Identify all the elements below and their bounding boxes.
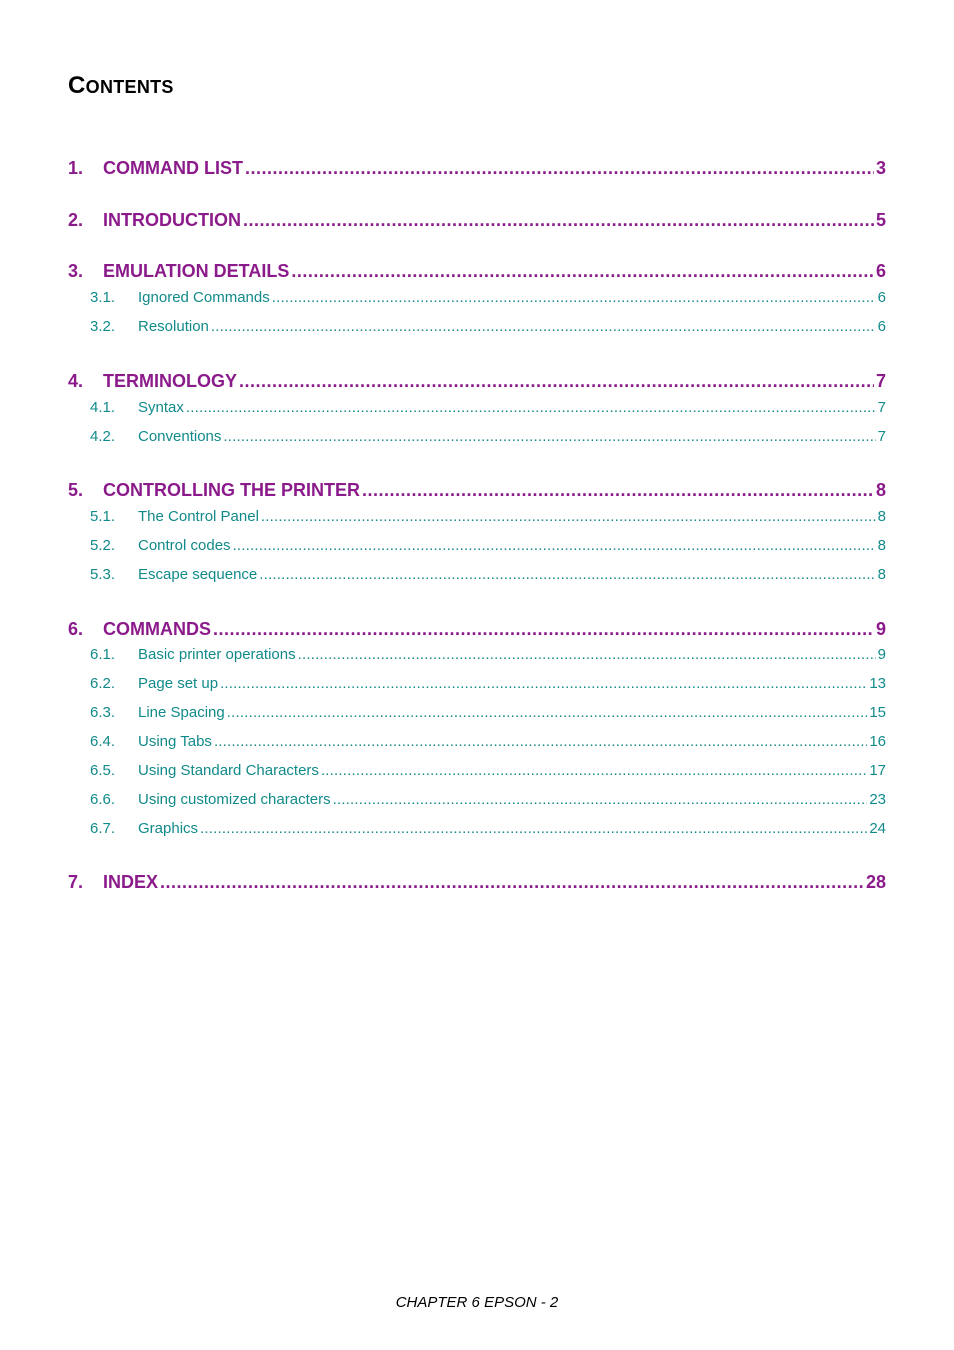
toc-subsection-label: Conventions bbox=[138, 428, 222, 445]
toc-subsection-6-6[interactable] bbox=[90, 791, 886, 808]
toc-dot-leader bbox=[223, 428, 875, 445]
toc-subsection-6-4[interactable] bbox=[90, 733, 886, 750]
toc-subsection-number: 5.2. bbox=[90, 537, 116, 554]
toc-dot-leader bbox=[160, 872, 864, 893]
toc-subsection-label: Using customized characters bbox=[138, 791, 331, 808]
toc-subsection-number: 6.5. bbox=[90, 762, 116, 779]
toc-subsection-label: Control codes bbox=[138, 537, 231, 554]
toc-section-label: INTRODUCTION bbox=[103, 210, 241, 230]
toc-section-number: 2. bbox=[68, 210, 84, 230]
toc-section-2[interactable] bbox=[68, 210, 886, 231]
toc-section-label: EMULATION DETAILS bbox=[103, 261, 290, 281]
toc-subsection-page: 8 bbox=[877, 508, 886, 525]
toc-section-number: 4. bbox=[68, 371, 84, 391]
toc-subsection-label: The Control Panel bbox=[138, 508, 259, 525]
toc-dot-leader bbox=[213, 619, 874, 640]
toc-dot-leader bbox=[321, 762, 867, 779]
toc-subsection-6-5[interactable] bbox=[90, 762, 886, 779]
toc-dot-leader bbox=[211, 318, 876, 335]
page-footer: CHAPTER 6 EPSON - 2 bbox=[395, 1294, 559, 1311]
toc-dot-leader bbox=[261, 508, 876, 525]
toc-dot-leader bbox=[362, 480, 874, 501]
toc-section-page: 5 bbox=[875, 210, 886, 230]
toc-subsection-6-2[interactable] bbox=[90, 675, 886, 692]
toc-subsection-page: 24 bbox=[869, 820, 886, 837]
toc-subsection-number: 3.2. bbox=[90, 318, 116, 335]
toc-subsection-5-2[interactable] bbox=[90, 537, 886, 554]
toc-subsection-number: 5.3. bbox=[90, 566, 116, 583]
toc-subsection-number: 6.2. bbox=[90, 675, 116, 692]
toc-subsection-page: 15 bbox=[869, 704, 886, 721]
toc-dot-leader bbox=[333, 791, 868, 808]
toc-section-page: 6 bbox=[875, 261, 886, 281]
toc-subsection-page: 17 bbox=[869, 762, 886, 779]
toc-subsection-page: 8 bbox=[877, 566, 886, 583]
toc-subsection-label: Line Spacing bbox=[138, 704, 225, 721]
toc-dot-leader bbox=[272, 289, 876, 306]
toc-dot-leader bbox=[227, 704, 868, 721]
toc-section-number: 7. bbox=[68, 872, 84, 892]
toc-dot-leader bbox=[220, 675, 867, 692]
toc-dot-leader bbox=[259, 566, 875, 583]
toc-subsection-page: 6 bbox=[877, 289, 886, 306]
toc-subsection-label: Resolution bbox=[138, 318, 209, 335]
toc-section-label: TERMINOLOGY bbox=[103, 371, 237, 391]
toc-section-page: 7 bbox=[875, 371, 886, 391]
toc-subsection-page: 8 bbox=[877, 537, 886, 554]
toc-subsection-page: 13 bbox=[869, 675, 886, 692]
toc-section-page: 3 bbox=[875, 158, 886, 178]
toc-section-7[interactable] bbox=[68, 872, 886, 893]
toc-subsection-4-1[interactable] bbox=[90, 399, 886, 416]
toc-section-6[interactable] bbox=[68, 619, 886, 640]
toc-dot-leader bbox=[214, 733, 867, 750]
toc-section-page: 9 bbox=[875, 619, 886, 639]
toc-subsection-6-7[interactable] bbox=[90, 820, 886, 837]
toc-dot-leader bbox=[186, 399, 876, 416]
toc-subsection-number: 5.1. bbox=[90, 508, 116, 525]
toc-section-label: CONTROLLING THE PRINTER bbox=[103, 480, 360, 500]
toc-subsection-number: 4.1. bbox=[90, 399, 116, 416]
toc-subsection-label: Graphics bbox=[138, 820, 199, 837]
toc-subsection-6-1[interactable] bbox=[90, 646, 886, 663]
toc-subsection-label: Basic printer operations bbox=[138, 646, 296, 663]
toc-subsection-number: 4.2. bbox=[90, 428, 116, 445]
toc-section-label: INDEX bbox=[103, 872, 159, 892]
toc-subsection-page: 16 bbox=[869, 733, 886, 750]
toc-dot-leader bbox=[239, 371, 874, 392]
toc-subsection-3-2[interactable] bbox=[90, 318, 886, 335]
title-rest: ONTENTS bbox=[85, 77, 174, 97]
toc-subsection-label: Using Tabs bbox=[138, 733, 212, 750]
toc-subsection-page: 23 bbox=[869, 791, 886, 808]
toc-section-number: 1. bbox=[68, 158, 84, 178]
toc-subsection-number: 6.6. bbox=[90, 791, 116, 808]
toc-section-page: 28 bbox=[865, 872, 886, 892]
toc-subsection-label: Using Standard Characters bbox=[138, 762, 319, 779]
toc-section-4[interactable] bbox=[68, 371, 886, 392]
toc-subsection-5-3[interactable] bbox=[90, 566, 886, 583]
toc-section-label: COMMAND LIST bbox=[103, 158, 243, 178]
toc-subsection-4-2[interactable] bbox=[90, 428, 886, 445]
toc-subsection-label: Syntax bbox=[138, 399, 184, 416]
toc-subsection-label: Ignored Commands bbox=[138, 289, 270, 306]
toc-subsection-number: 6.1. bbox=[90, 646, 116, 663]
title-initial: C bbox=[68, 72, 86, 99]
toc-section-number: 6. bbox=[68, 619, 84, 639]
toc-subsection-number: 6.3. bbox=[90, 704, 116, 721]
toc-subsection-5-1[interactable] bbox=[90, 508, 886, 525]
toc-subsection-page: 7 bbox=[877, 399, 886, 416]
toc-dot-leader bbox=[298, 646, 876, 663]
toc-dot-leader bbox=[233, 537, 876, 554]
toc-subsection-number: 6.4. bbox=[90, 733, 116, 750]
toc-dot-leader bbox=[291, 261, 874, 282]
toc-subsection-label: Page set up bbox=[138, 675, 219, 692]
toc-section-label: COMMANDS bbox=[103, 619, 211, 639]
toc-dot-leader bbox=[245, 158, 874, 179]
toc-dot-leader bbox=[243, 210, 874, 231]
toc-subsection-page: 7 bbox=[877, 428, 886, 445]
toc-subsection-3-1[interactable] bbox=[90, 289, 886, 306]
toc-section-3[interactable] bbox=[68, 261, 886, 282]
toc-subsection-number: 3.1. bbox=[90, 289, 116, 306]
toc-section-page: 8 bbox=[875, 480, 886, 500]
toc-subsection-page: 6 bbox=[877, 318, 886, 335]
toc-section-number: 3. bbox=[68, 261, 84, 281]
toc-section-number: 5. bbox=[68, 480, 84, 500]
toc-dot-leader bbox=[200, 820, 867, 837]
toc-section-5[interactable] bbox=[68, 480, 886, 501]
toc-subsection-number: 6.7. bbox=[90, 820, 116, 837]
toc-subsection-page: 9 bbox=[877, 646, 886, 663]
toc-section-1[interactable] bbox=[68, 158, 886, 179]
toc-subsection-label: Escape sequence bbox=[138, 566, 258, 583]
toc-subsection-6-3[interactable] bbox=[90, 704, 886, 721]
